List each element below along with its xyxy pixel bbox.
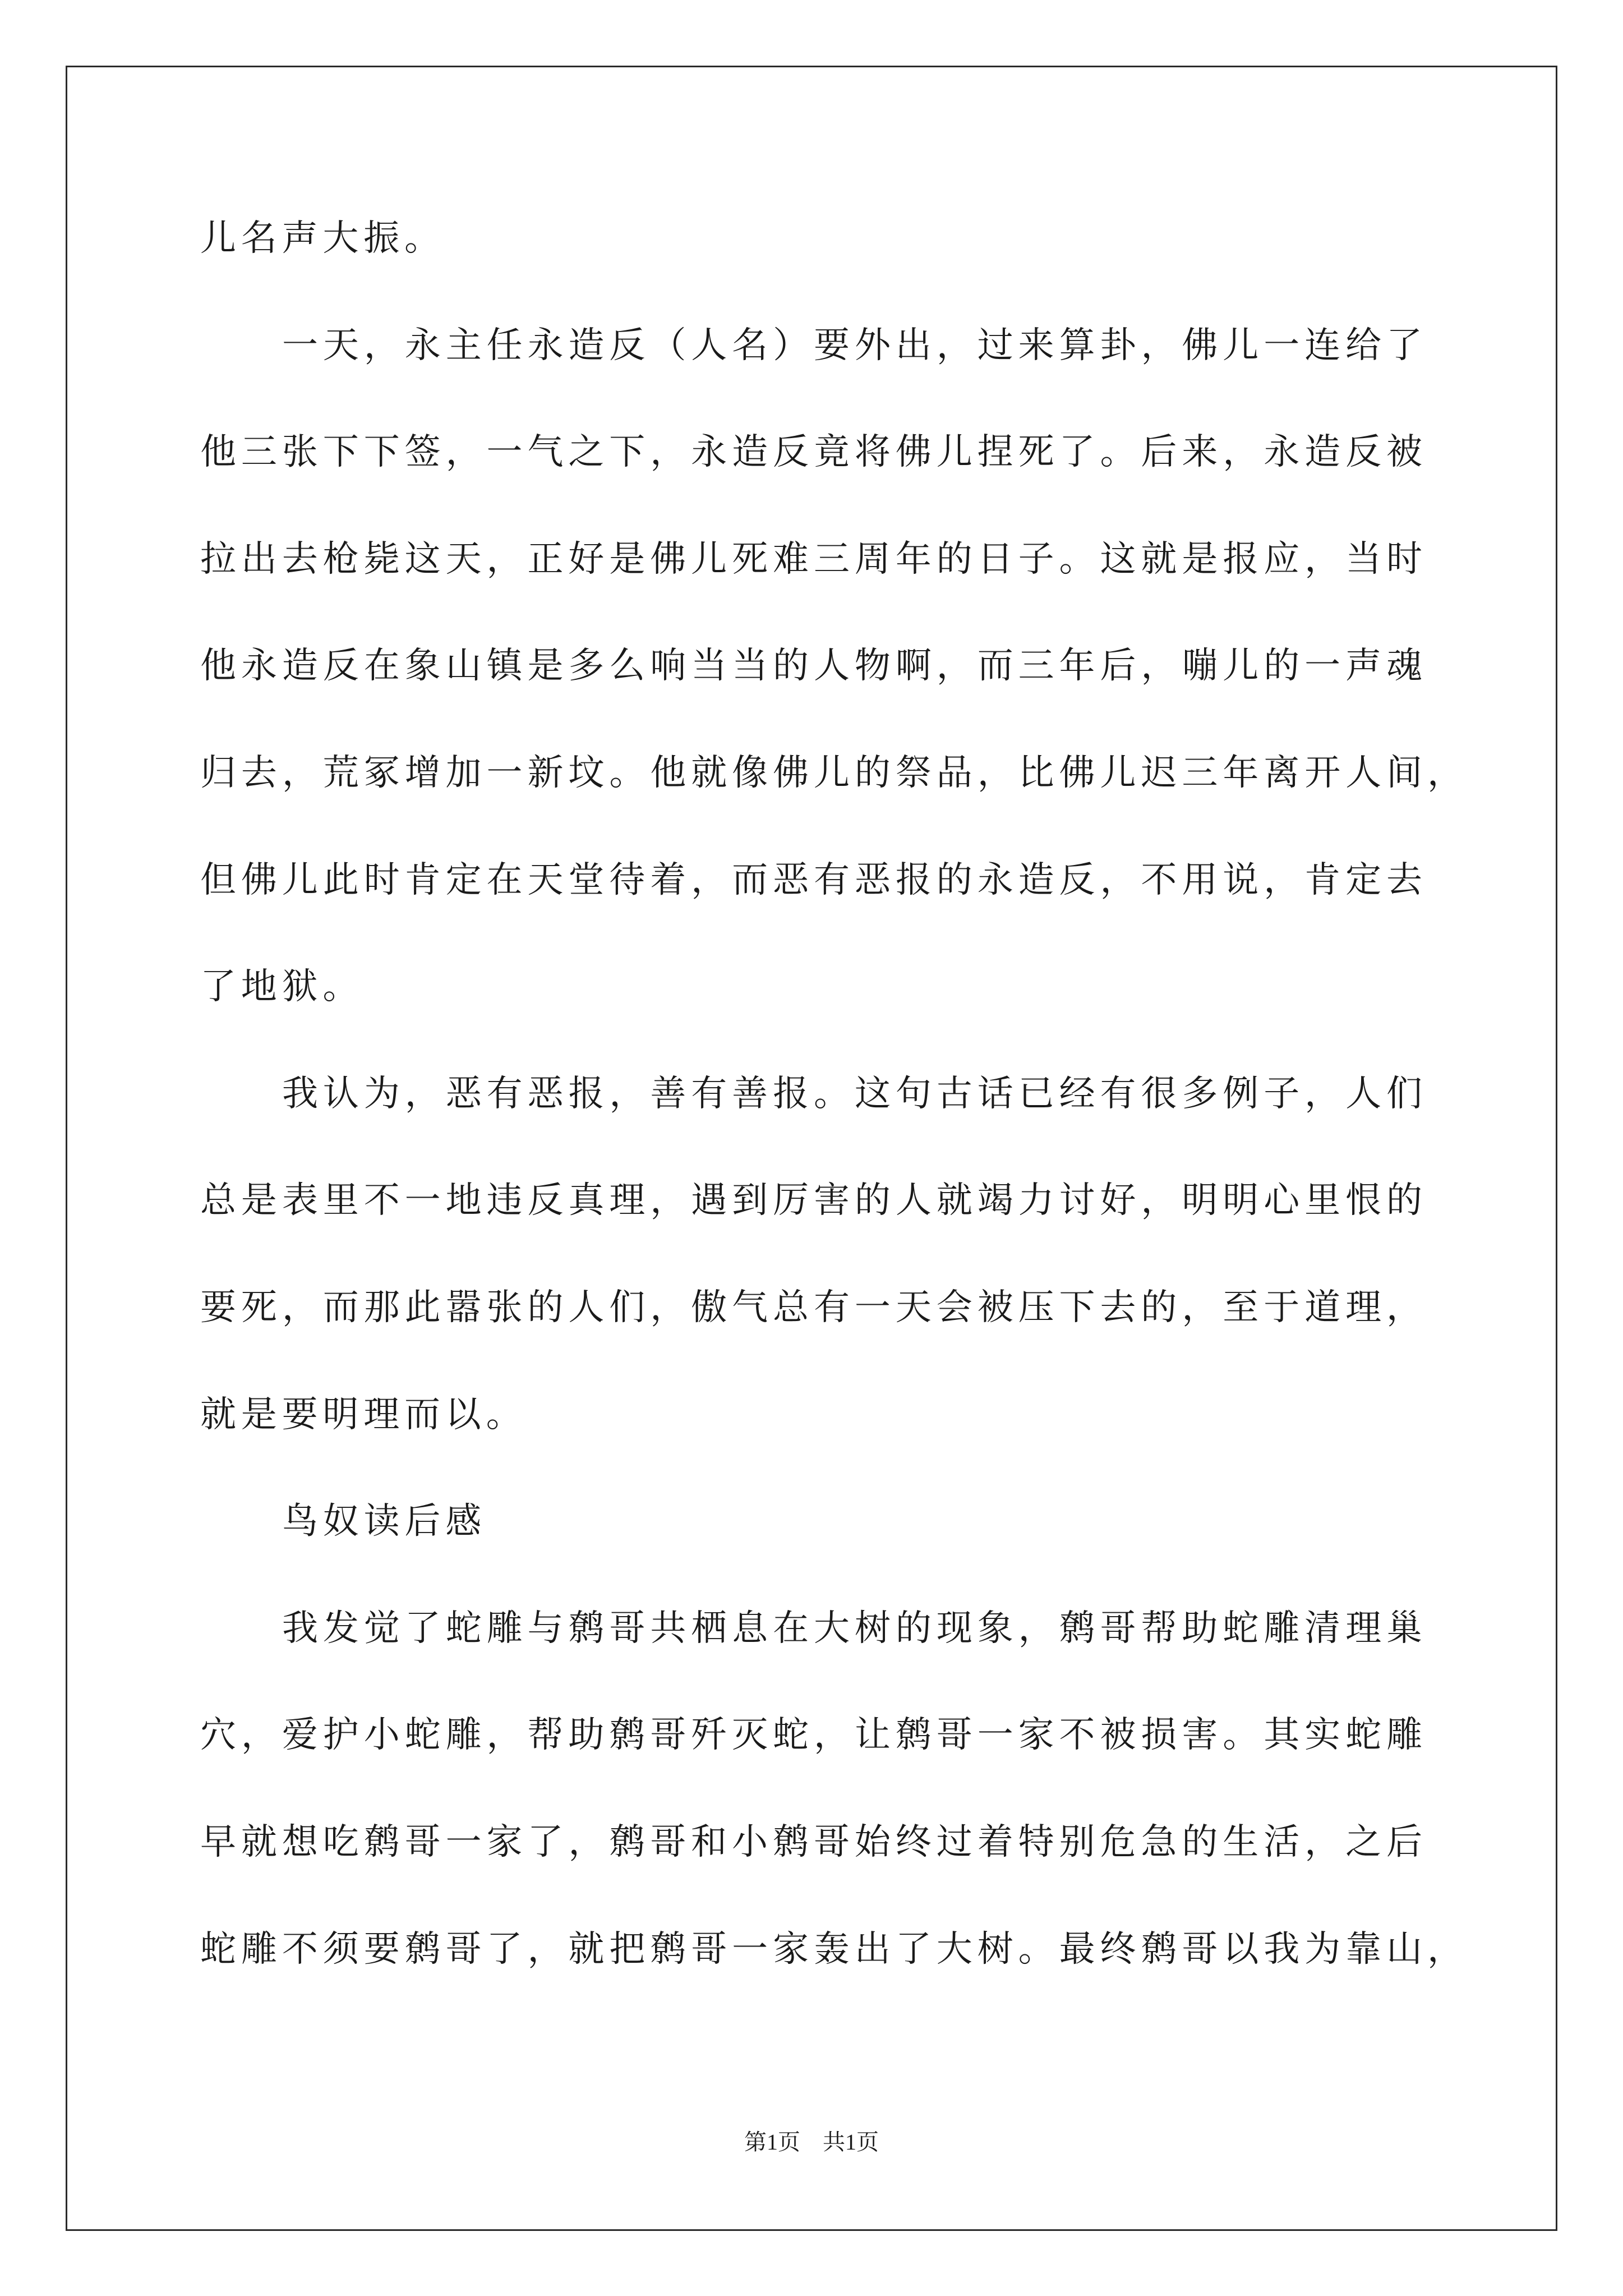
page-number-footer: 第1页 共1页 — [744, 2129, 879, 2155]
section-title — [200, 1468, 1490, 1575]
paragraph-continuation — [200, 185, 1490, 292]
text-line: 要死，而那此嚣张的人们，傲气总有一天会被压下去的，至于道理， — [200, 1286, 1426, 1328]
text-line: 他三张下下签，一气之下，永造反竟将佛儿捏死了。后来，永造反被 — [200, 431, 1426, 473]
text-line: 但佛儿此时肯定在天堂待着，而恶有恶报的永造反，不用说，肯定去 — [200, 859, 1426, 901]
paragraph — [200, 1041, 1490, 1468]
text-line: 早就想吃鹩哥一家了，鹩哥和小鹩哥始终过着特别危急的生活，之后 — [200, 1821, 1426, 1863]
text-line: 拉出去枪毙这天，正好是佛儿死难三周年的日子。这就是报应，当时 — [200, 538, 1426, 580]
text-line: 一天，永主任永造反（人名）要外出，过来算卦，佛儿一连给了 — [282, 324, 1426, 366]
document-body — [200, 185, 1490, 2003]
text-line: 我发觉了蛇雕与鹩哥共栖息在大树的现象，鹩哥帮助蛇雕清理巢 — [282, 1607, 1426, 1649]
text-line: 就是要明理而以。 — [200, 1393, 527, 1435]
paragraph — [200, 1575, 1490, 2003]
text-line: 了地狱。 — [200, 966, 364, 1008]
text-line: 总是表里不一地违反真理，遇到厉害的人就竭力讨好，明明心里恨的 — [200, 1180, 1426, 1222]
text-line: 蛇雕不须要鹩哥了，就把鹩哥一家轰出了大树。最终鹩哥以我为靠山， — [200, 1928, 1467, 1970]
paragraph — [200, 292, 1490, 1041]
text-line: 穴，爱护小蛇雕，帮助鹩哥歼灭蛇，让鹩哥一家不被损害。其实蛇雕 — [200, 1714, 1426, 1756]
text-line: 鸟奴读后感 — [282, 1501, 486, 1543]
text-line: 他永造反在象山镇是多么响当当的人物啊，而三年后，嘣儿的一声魂 — [200, 645, 1426, 687]
text-line: 归去，荒冢增加一新坟。他就像佛儿的祭品，比佛儿迟三年离开人间， — [200, 752, 1467, 794]
text-line: 我认为，恶有恶报，善有善报。这句古话已经有很多例子，人们 — [282, 1073, 1426, 1115]
text-line: 儿名声大振。 — [200, 218, 445, 259]
